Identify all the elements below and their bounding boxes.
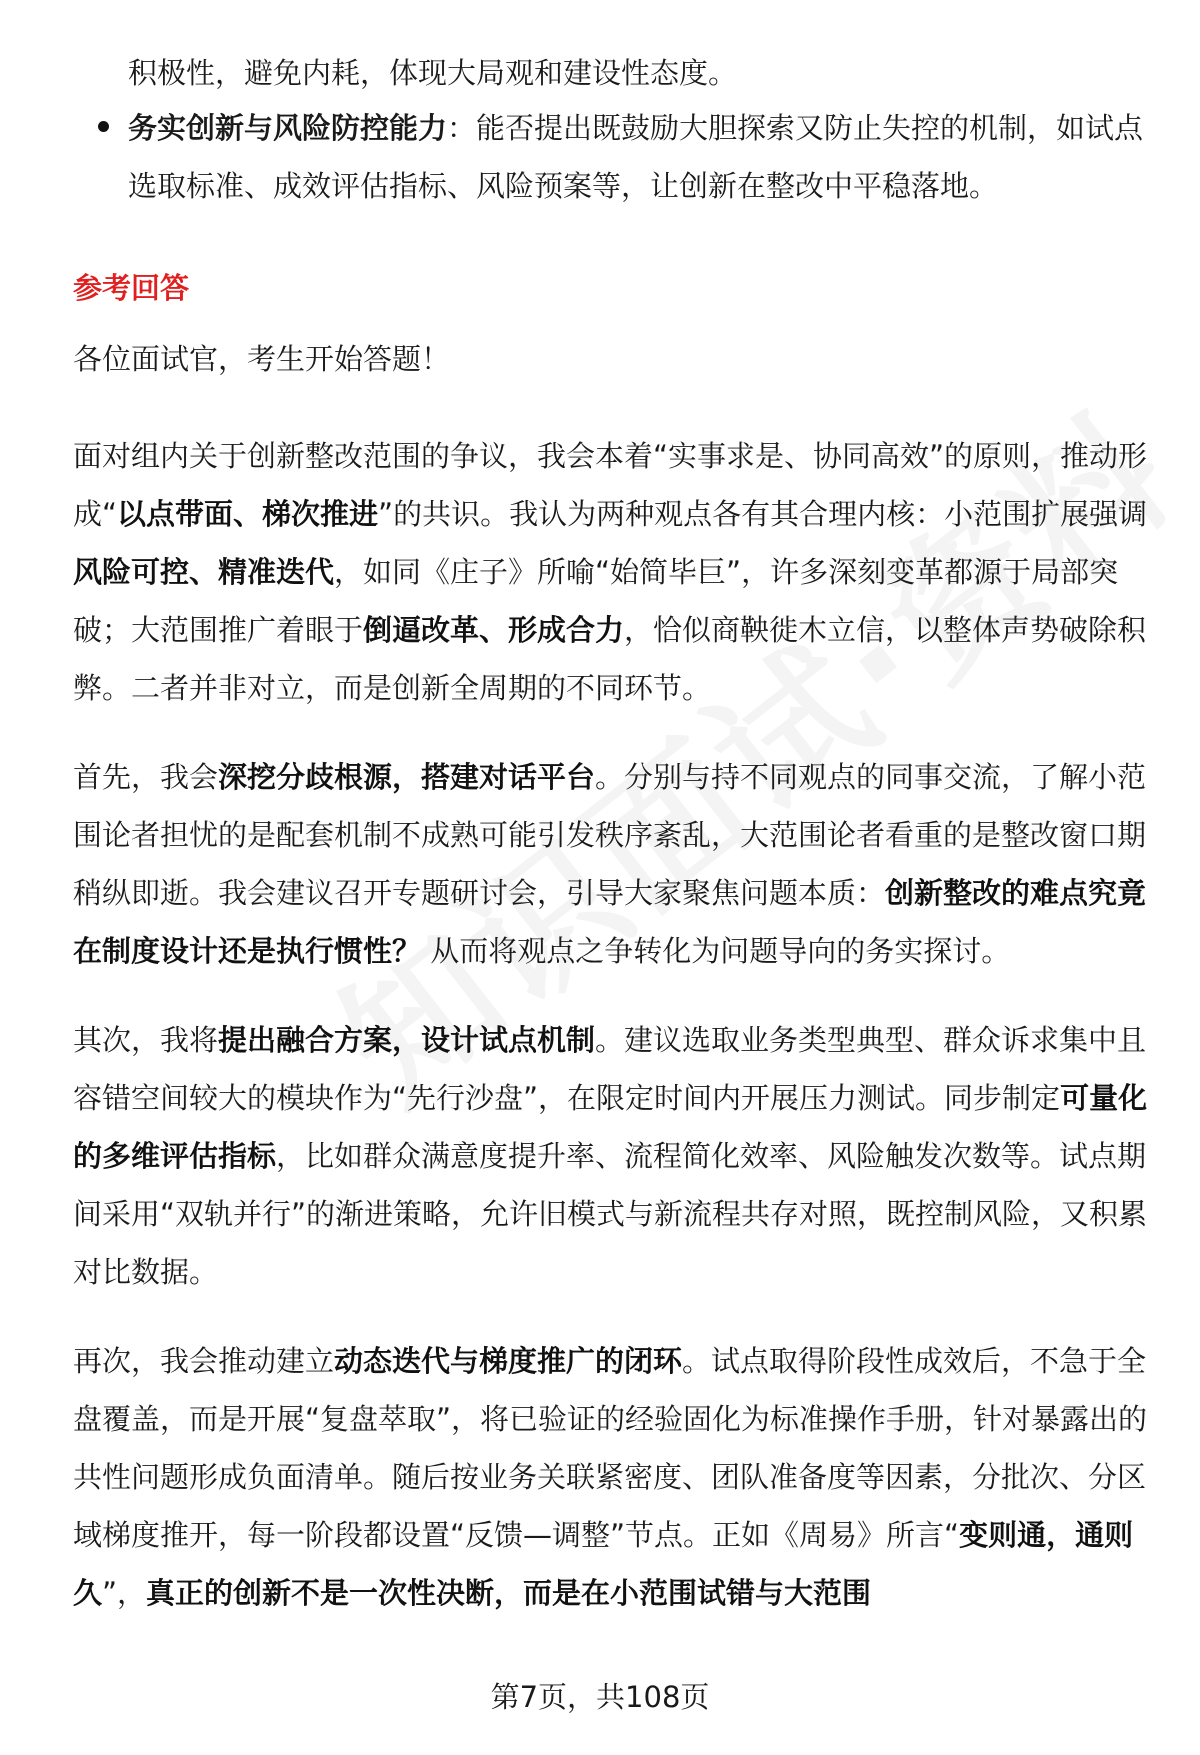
p3-text-a: 其次，我将 [73, 1023, 219, 1057]
bullet-item [128, 99, 1158, 215]
p1-text-e: ，恰似商鞅徙木立信，以整体声势破除积弊。二者并非对立，而是创新全周期的不同环节。 [73, 613, 1147, 705]
greeting: 各位面试官，考生开始答题！ [73, 342, 451, 376]
paragraph-2 [73, 748, 1151, 980]
p2-text-c: 。分别与持不同观点的同事交流，了解小范围论者担忧的是配套机制不成熟可能引发秩序紊乱，大范围论者看重的是整改窗口期稍纵即逝。我会建议召开专题研讨会，引导大家聚焦问题本质： [73, 760, 1147, 910]
paragraph-4 [73, 1332, 1151, 1622]
p4-text-d: ”， [102, 1576, 147, 1610]
p2-bold-1: 深挖分歧根源，搭建对话平台 [218, 760, 596, 794]
bullet-dot-icon [98, 121, 109, 132]
p1-text-c: ”的共识。我认为两种观点各有其合理内核：小范围扩展强调 [378, 497, 1148, 531]
p1-bold-2: 风险可控、精准迭代 [73, 555, 335, 589]
p3-text-c: 。建议选取业务类型典型、群众诉求集中且容错空间较大的模块作为“先行沙盘”，在限定时间内开展压力测试。同步制定 [73, 1023, 1147, 1115]
p4-bold-2: 变则通，通则久 [73, 1518, 1134, 1610]
p1-bold-3: 倒逼改革、形成合力 [363, 613, 625, 647]
p4-bold-1: 动态迭代与梯度推广的闭环 [334, 1344, 683, 1378]
bullet-bold: 务实创新与风险防控能力 [128, 111, 448, 145]
section-title: 参考回答 [73, 271, 190, 305]
p2-text-d: 从而将观点之争转化为问题导向的务实探讨。 [421, 934, 1011, 968]
paragraph-1 [73, 427, 1151, 717]
p3-text-d: ，比如群众满意度提升率、流程简化效率、风险触发次数等。试点期间采用“双轨并行”的渐进策略，允许旧模式与新流程共存对照，既控制风险，又积累对比数据。 [73, 1139, 1148, 1289]
p3-bold-1: 提出融合方案，设计试点机制 [218, 1023, 596, 1057]
p2-bold-2: 创新整改的难点究竟在制度设计还是执行惯性？ [73, 876, 1147, 968]
p1-text-d: ，如同《庄子》所喻“始简毕巨”，许多深刻变革都源于局部突破；大范围推广着眼于 [73, 555, 1119, 647]
bullet-text: ：能否提出既鼓励大胆探索又防止失控的机制，如试点选取标准、成效评估指标、风险预案等，让创新在整改中平稳落地。 [128, 111, 1144, 203]
p1-bold-1: 以点带面、梯次推进 [117, 497, 379, 531]
p2-text-a: 首先，我会 [73, 760, 219, 794]
p4-text-a: 再次，我会推动建立 [73, 1344, 335, 1378]
p4-text-c: 。试点取得阶段性成效后，不急于全盘覆盖，而是开展“复盘萃取”，将已验证的经验固化为标准操作手册，针对暴露出的共性问题形成负面清单。随后按业务关联紧密度、团队准备度等因素，分批次、分区域梯度推开，每一阶段都设置“反馈—调整”节点。正如《周易》所言“ [73, 1344, 1148, 1552]
page-footer: 第7页，共108页 [490, 1680, 710, 1714]
intro-continuation: 积极性，避免内耗，体现大局观和建设性态度。 [128, 56, 738, 90]
p1-text-a: 面对组内关于创新整改范围的争议，我会本着“实事求是、协同高效”的原则，推动形成“ [73, 439, 1148, 531]
p4-bold-3: 真正的创新不是一次性决断，而是在小范围试错与大范围 [146, 1576, 872, 1610]
paragraph-3 [73, 1011, 1151, 1301]
p3-bold-2: 可量化的多维评估指标 [73, 1081, 1148, 1173]
